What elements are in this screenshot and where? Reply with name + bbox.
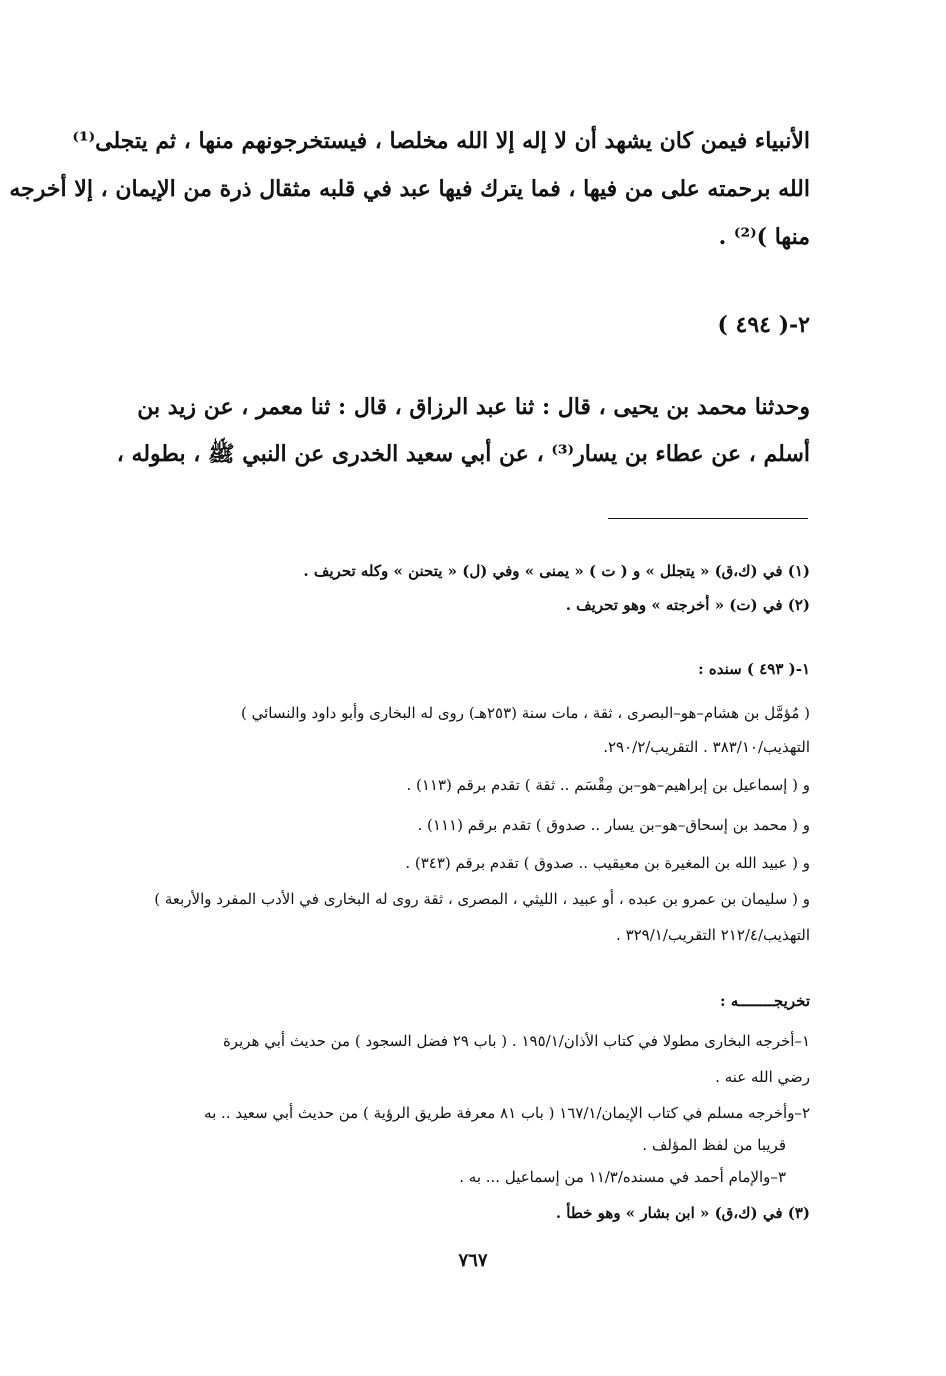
footnote-1: (١) في (ك،ق) « يتجلل » و ( ت ) « يمنى » وفي (ل) « يتحنن » وكله تحريف . <box>303 562 810 580</box>
footnote-2: (٢) في (ت) « أخرجته » وهو تحريف . <box>565 596 810 614</box>
hadith-text-line-2: أسلم ، عن عطاء بن يسار⁽³⁾ ، عن أبي سعيد الخدرى عن النبي ﷺ ، بطوله ، <box>116 441 810 467</box>
sanad-line-2: التهذيب/٣٨٣/١٠ . التقريب/٢٩٠/٢. <box>603 738 810 756</box>
sanad-heading: ١-( ٤٩٣ ) سنده : <box>698 660 810 678</box>
footnote-separator <box>608 518 808 519</box>
sanad-line-1: ( مُؤمَّل بن هشام–هو–البصرى ، ثقة ، مات سنة (٢٥٣هـ) روى له البخارى وأبو داود والنسائي ) <box>241 704 810 722</box>
takhrij-heading: تخريجــــــــه : <box>720 992 810 1010</box>
sanad-line-3: و ( إسماعيل بن إبراهيم–هو–بن مِقْسَم .. ثقة ) تقدم برقم (١١٣) . <box>406 776 810 794</box>
footnote-3: (٣) في (ك،ق) « ابن بشار » وهو خطأ . <box>555 1204 810 1222</box>
sanad-line-6: و ( سليمان بن عمرو بن عبده ، أو عبيد ، الليثي ، المصرى ، ثقة روى له البخارى في الأدب المفرد والأربعة ) <box>154 890 810 908</box>
sanad-line-7: التهذيب/٢١٢/٤ التقريب/٣٢٩/١ . <box>616 926 810 944</box>
hadith-number-heading: ٢-( ٤٩٤ ) <box>717 312 810 338</box>
page-number: ٧٦٧ <box>458 1250 488 1271</box>
takhrij-line-1: ١–أخرجه البخارى مطولا في كتاب الأذان/١٩٥/١ . ( باب ٢٩ فضل السجود ) من حديث أبي هريرة <box>222 1032 810 1050</box>
takhrij-line-5: ٣–والإمام أحمد في مسنده/١١/٣ من إسماعيل ... به . <box>459 1168 786 1186</box>
takhrij-line-2: رضي الله عنه . <box>715 1068 810 1086</box>
takhrij-line-3: ٢–وأخرجه مسلم في كتاب الإيمان/١٦٧/١ ( باب ٨١ معرفة طريق الرؤية ) من حديث أبي سعيد .. به <box>204 1104 810 1122</box>
main-text-line-2: الله برحمته على من فيها ، فما يترك فيها عبد في قلبه مثقال ذرة من الإيمان ، إلا أخرجه <box>9 176 810 202</box>
main-text-line-1: الأنبياء فيمن كان يشهد أن لا إله إلا الله مخلصا ، فيستخرجونهم منها ، ثم يتجلى⁽¹⁾ <box>72 128 810 154</box>
main-text-line-3: منها )⁽²⁾ . <box>718 224 810 250</box>
takhrij-line-4: قريبا من لفظ المؤلف . <box>642 1136 786 1154</box>
sanad-line-4: و ( محمد بن إسحاق–هو–بن يسار .. صدوق ) تقدم برقم (١١١) . <box>417 816 810 834</box>
hadith-text-line-1: وحدثنا محمد بن يحيى ، قال : ثنا عبد الرزاق ، قال : ثنا معمر ، عن زيد بن <box>137 394 810 420</box>
sanad-line-5: و ( عبيد الله بن المغيرة بن معيقيب .. صدوق ) تقدم برقم (٣٤٣) . <box>405 854 810 872</box>
